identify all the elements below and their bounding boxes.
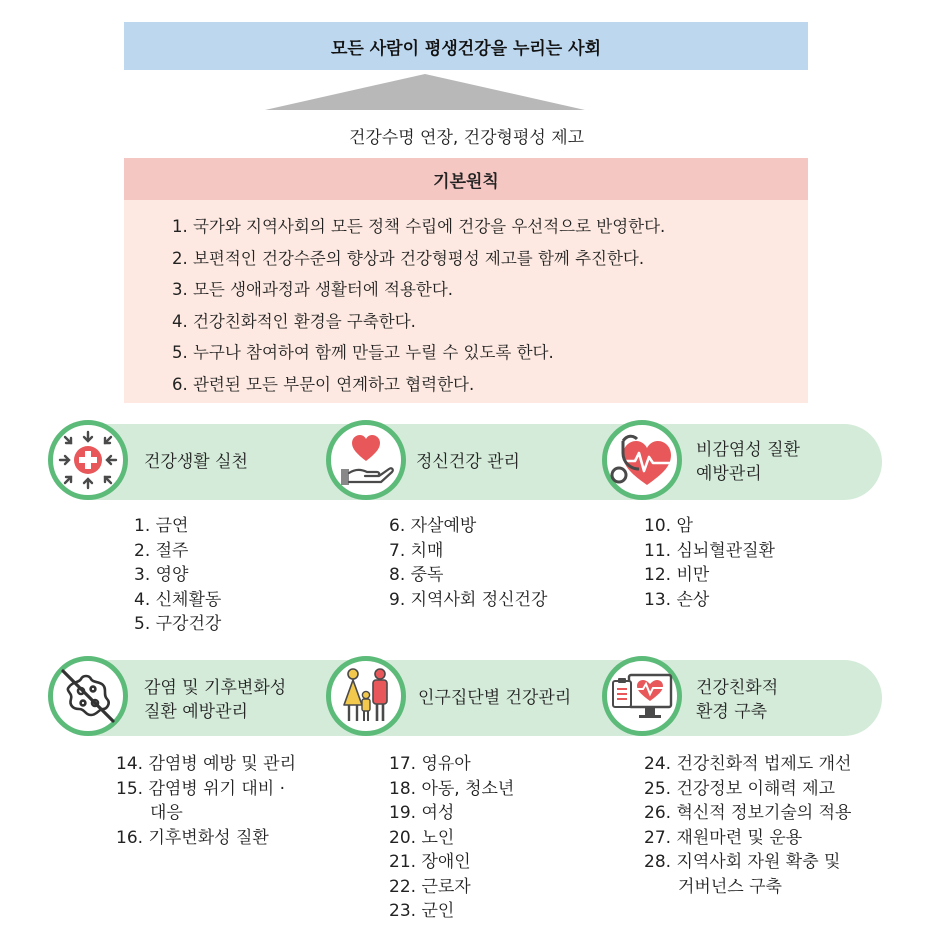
- principle-item: 6. 관련된 모든 부문이 연계하고 협력한다.: [172, 374, 475, 394]
- task-item: 20. 노인: [389, 827, 455, 848]
- area-label-line: 질환 예방관리: [144, 702, 248, 722]
- area-icon-circle: [326, 656, 406, 736]
- task-item: 4. 신체활동: [134, 589, 222, 610]
- area-icon-circle: [326, 420, 406, 500]
- area-label-line: 정신건강 관리: [416, 452, 520, 472]
- principle-item: 2. 보편적인 건강수준의 향상과 건강형평성 제고를 함께 추진한다.: [172, 248, 645, 268]
- area-icon-circle: [48, 420, 128, 500]
- task-item: 거버넌스 구축: [678, 876, 782, 897]
- area-label: [696, 676, 778, 724]
- task-list: [644, 514, 775, 612]
- area-label-line: 비감염성 질환: [696, 440, 800, 460]
- area-label: [144, 676, 286, 724]
- task-item: 17. 영유아: [389, 754, 471, 774]
- task-item: 18. 아동, 청소년: [389, 778, 515, 799]
- vision-text: 모든 사람이 평생건강을 누리는 사회: [330, 38, 601, 59]
- principles-header: [124, 158, 808, 200]
- task-item: 26. 혁신적 정보기술의 적용: [644, 803, 852, 823]
- task-item: 15. 감염병 위기 대비 ·: [116, 778, 286, 799]
- task-item: 24. 건강친화적 법제도 개선: [644, 754, 852, 774]
- task-item: 23. 군인: [389, 901, 455, 921]
- monitor-health-icon: [609, 665, 675, 727]
- task-item: 9. 지역사회 정신건강: [389, 589, 548, 610]
- area-icon-circle: [48, 656, 128, 736]
- task-list: [116, 752, 296, 850]
- task-item: 2. 절주: [134, 540, 189, 561]
- task-item: 14. 감염병 예방 및 관리: [116, 754, 297, 774]
- goal-text: 건강수명 연장, 건강형평성 제고: [348, 128, 585, 148]
- area-label: [696, 438, 800, 486]
- task-list: [134, 514, 221, 637]
- principle-item: 1. 국가와 지역사회의 모든 정책 수립에 건강을 우선적으로 반영한다.: [172, 217, 666, 236]
- task-item: 16. 기후변화성 질환: [116, 827, 269, 848]
- health-cross-icon: [57, 429, 119, 491]
- principle-item: 5. 누구나 참여하여 함께 만들고 누릴 수 있도록 한다.: [172, 343, 554, 362]
- area-icon-circle: [602, 420, 682, 500]
- area-label-line: 건강친화적: [696, 678, 779, 698]
- area-label: [418, 686, 571, 710]
- task-item: 8. 중독: [389, 565, 444, 585]
- virus-prohibited-icon: [57, 665, 119, 727]
- task-list: [644, 752, 851, 899]
- principles-list: [124, 200, 808, 403]
- family-icon: [335, 665, 397, 727]
- task-item: 11. 심뇌혈관질환: [644, 540, 775, 561]
- task-item: 19. 여성: [389, 803, 455, 823]
- up-arrow-icon: [265, 70, 595, 114]
- task-item: 3. 영양: [134, 565, 189, 585]
- task-item: 13. 손상: [644, 589, 710, 610]
- area-icon-circle: [602, 656, 682, 736]
- task-item: 1. 금연: [134, 516, 189, 536]
- area-label-line: 환경 구축: [696, 702, 768, 722]
- task-item: 10. 암: [644, 516, 693, 536]
- area-label: [144, 450, 248, 474]
- task-item: 5. 구강건강: [134, 614, 222, 634]
- heart-stethoscope-icon: [609, 429, 675, 491]
- task-list: [389, 514, 547, 612]
- task-item: 22. 근로자: [389, 876, 471, 897]
- task-item: 대응: [150, 803, 183, 823]
- area-label-line: 건강생활 실천: [144, 452, 248, 472]
- area-label: [416, 450, 520, 474]
- task-item: 6. 자살예방: [389, 516, 477, 536]
- task-list: [389, 752, 514, 924]
- area-label-line: 인구집단별 건강관리: [418, 688, 572, 708]
- task-item: 27. 재원마련 및 운용: [644, 827, 803, 848]
- area-label-line: 감염 및 기후변화성: [144, 678, 287, 698]
- vision-banner: [124, 22, 808, 70]
- principles-title: 기본원칙: [433, 171, 499, 192]
- area-label-line: 예방관리: [696, 464, 762, 484]
- principle-item: 3. 모든 생애과정과 생활터에 적용한다.: [172, 280, 454, 299]
- task-item: 12. 비만: [644, 565, 710, 585]
- task-item: 28. 지역사회 자원 확충 및: [644, 852, 841, 872]
- task-item: 7. 치매: [389, 540, 444, 561]
- heart-hand-icon: [335, 429, 397, 491]
- principle-item: 4. 건강친화적인 환경을 구축한다.: [172, 311, 416, 331]
- task-item: 25. 건강정보 이해력 제고: [644, 778, 836, 799]
- task-item: 21. 장애인: [389, 852, 471, 872]
